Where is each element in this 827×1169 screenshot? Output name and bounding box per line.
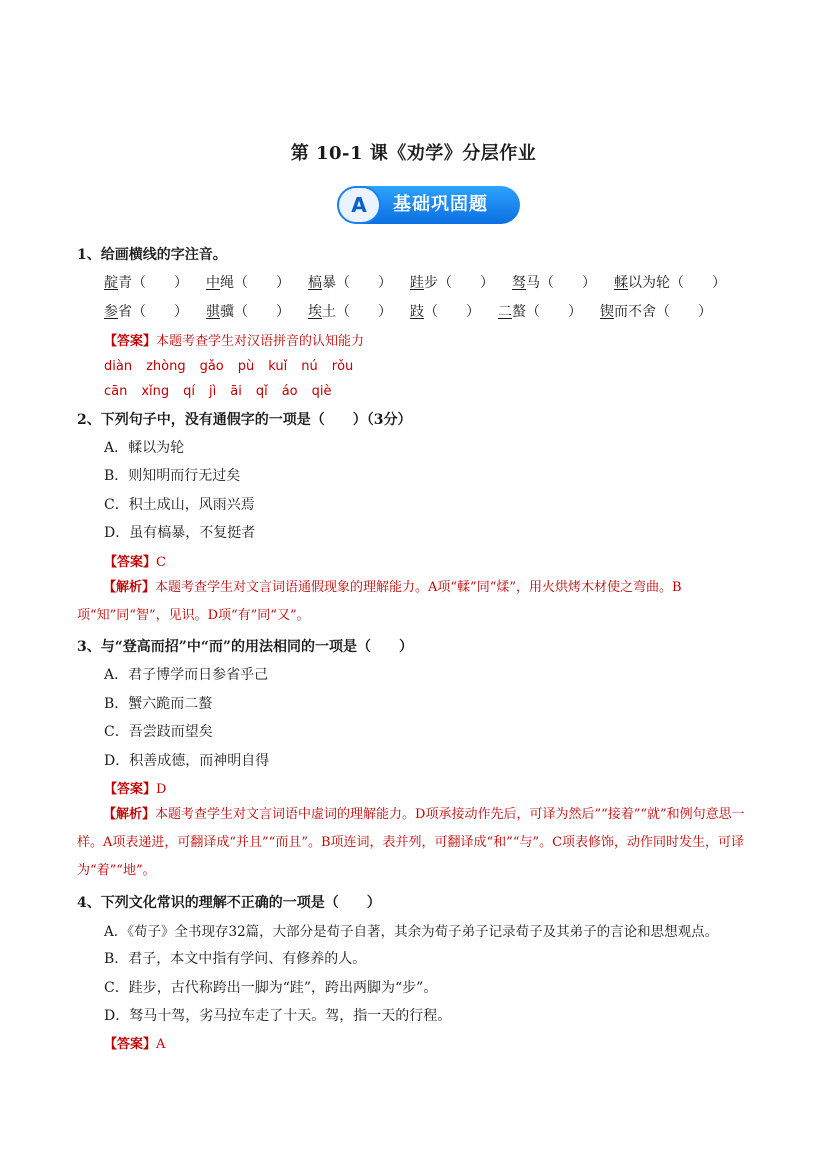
word-item: 中绳（ ）	[206, 275, 290, 291]
question-2-analysis: 【解析】本题考查学生对文言词语通假现象的理解能力。A项“輮”同“煣”，用火烘烤木材使之弯曲。B项“知”同“智”，见识。D项“有”同“又”。	[77, 580, 682, 623]
question-1-row-2	[104, 301, 730, 321]
question-4-option-d: D．驽马十驾，劣马拉车走了十天。驾，指一天的行程。	[104, 1008, 452, 1024]
question-4-stem: 4、下列文化常识的理解不正确的一项是（ ）	[77, 895, 381, 911]
question-4-answer: 【答案】A	[104, 1037, 166, 1052]
badge-text: 基础巩固题	[393, 194, 488, 215]
question-3-option-b: B．蟹六跪而二螯	[104, 696, 213, 712]
word-item: 二螯（ ）	[498, 304, 582, 320]
badge-letter: A	[337, 186, 381, 224]
section-badge	[337, 186, 520, 224]
pinyin-row-1: diàn zhòng gǎo pù kuǐ nú rǒu	[104, 359, 354, 374]
word-item: 靛青（ ）	[104, 275, 188, 291]
question-3-option-a: A．君子博学而日参省乎己	[104, 667, 269, 683]
question-2-answer: 【答案】C	[104, 555, 166, 570]
question-4-option-b: B．君子，本文中指有学问、有修养的人。	[104, 951, 367, 967]
question-3-stem: 3、与“登高而招”中“而”的用法相同的一项是（ ）	[77, 639, 413, 655]
word-item: 跬步（ ）	[410, 275, 494, 291]
word-item: 锲而不舍（ ）	[600, 304, 712, 320]
question-1-answer: 【答案】本题考查学生对汉语拼音的认知能力	[104, 334, 365, 349]
question-2-option-d: D．虽有槁暴，不复挺者	[104, 525, 256, 541]
pinyin-row-2: cān xǐng qí jì āi qǐ áo qiè	[104, 384, 332, 399]
word-item: 参省（ ）	[104, 304, 188, 320]
question-3-option-c: C．吾尝跂而望矣	[104, 724, 213, 740]
question-4-option-c: C．跬步，古代称跨出一脚为“跬”，跨出两脚为“步”。	[104, 980, 438, 996]
question-2-option-a: A．輮以为轮	[104, 440, 185, 456]
word-item: 埃土（ ）	[308, 304, 392, 320]
question-2-stem: 2、下列句子中，没有通假字的一项是（ ）（3分）	[77, 412, 412, 428]
question-2-option-b: B．则知明而行无过矣	[104, 468, 241, 484]
question-1-stem: 1、给画横线的字注音。	[77, 247, 227, 263]
word-item: 驽马（ ）	[512, 275, 596, 291]
question-3-option-d: D．积善成德，而神明自得	[104, 753, 270, 769]
word-item: 跂（ ）	[410, 304, 480, 320]
word-item: 槁暴（ ）	[308, 275, 392, 291]
question-3-analysis: 【解析】本题考查学生对文言词语中虚词的理解能力。D项承接动作先后，可译为然后”“接着”“就”和例句意思一样。A项表递进，可翻译成“并且”“而且”。B项连词，表并列，可翻译成“和”“与”。C项表修饰，动作同时发生，可译为“着”“地”。	[77, 807, 745, 878]
question-2-option-c: C．积土成山，风雨兴焉	[104, 497, 255, 513]
question-4-option-a: A．《荀子》全书现存32篇，大部分是荀子自著，其余为荀子弟子记录荀子及其弟子的言论和思想观点。	[104, 924, 719, 940]
question-1-row-1	[104, 272, 744, 292]
word-item: 骐骥（ ）	[206, 304, 290, 320]
word-item: 輮以为轮（ ）	[614, 275, 726, 291]
page-title: 第 10-1 课《劝学》分层作业	[290, 143, 537, 164]
question-3-answer: 【答案】D	[104, 782, 167, 797]
